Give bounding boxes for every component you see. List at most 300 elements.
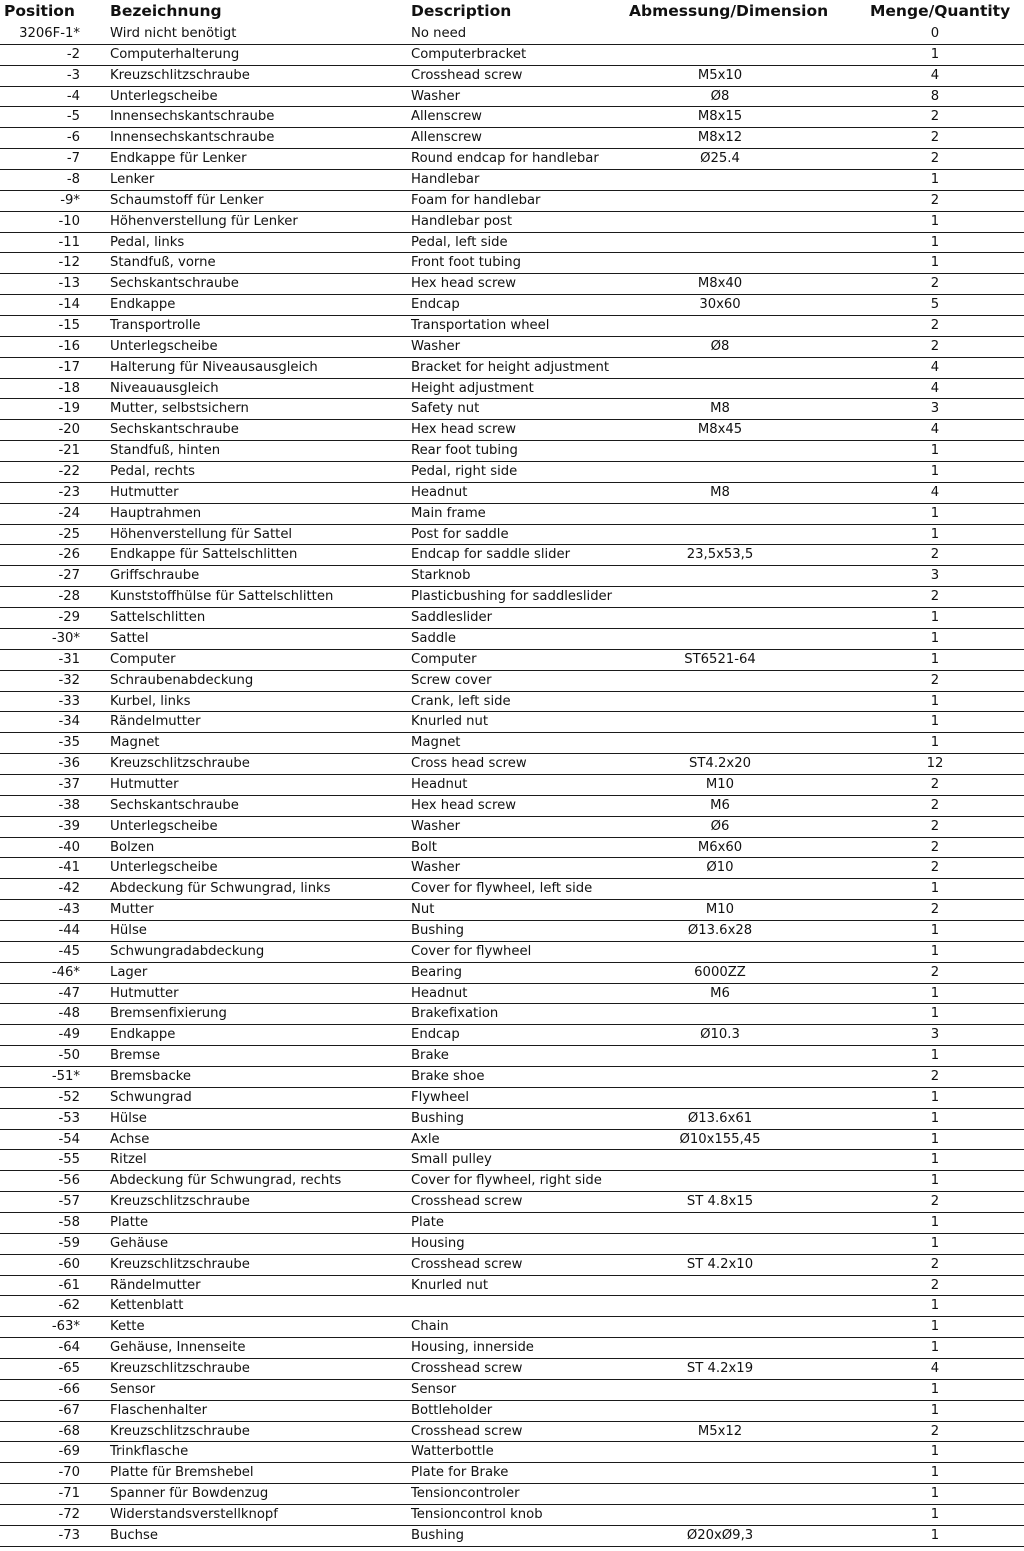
cell-bezeichnung: Schwungrad [110, 1089, 192, 1105]
cell-position: -35 [58, 735, 80, 751]
cell-position: -4 [66, 88, 80, 104]
table-row [0, 712, 1024, 733]
cell-bezeichnung: Bremsenfixierung [110, 1006, 227, 1022]
table-row [0, 1442, 1024, 1463]
cell-position: -45 [58, 943, 80, 959]
cell-bezeichnung: Griffschraube [110, 568, 200, 584]
cell-position: -51* [51, 1068, 80, 1084]
cell-quantity: 1 [930, 464, 940, 480]
table-row [0, 45, 1024, 66]
cell-quantity: 1 [930, 1381, 940, 1397]
cell-bezeichnung: Höhenverstellung für Lenker [110, 213, 298, 229]
cell-quantity: 1 [930, 1402, 940, 1418]
cell-description: Main frame [411, 505, 486, 521]
cell-description: Washer [411, 860, 461, 876]
cell-position: -71 [58, 1486, 80, 1502]
cell-position: -59 [58, 1235, 80, 1251]
cell-description: Pedal, right side [411, 464, 518, 480]
cell-bezeichnung: Kette [110, 1319, 145, 1335]
cell-quantity: 4 [930, 359, 940, 375]
cell-position: -6 [66, 130, 80, 146]
cell-description: Crosshead screw [411, 1361, 523, 1376]
cell-description: Pedal, left side [411, 234, 508, 250]
cell-bezeichnung: Trinkflasche [110, 1444, 189, 1460]
cell-bezeichnung: Bolzen [110, 839, 155, 855]
table-row [0, 399, 1024, 420]
cell-position: -68 [58, 1423, 80, 1439]
table-row [0, 1359, 1024, 1380]
cell-bezeichnung: Pedal, links [110, 234, 185, 250]
cell-position: -33 [58, 693, 80, 709]
cell-bezeichnung: Wird nicht benötigt [110, 26, 237, 41]
cell-position: -14 [58, 297, 80, 313]
cell-description: Plate [411, 1214, 444, 1230]
cell-quantity: 2 [930, 1068, 940, 1084]
cell-quantity: 1 [930, 255, 940, 271]
table-row [0, 1234, 1024, 1255]
parts-table-body [0, 24, 1024, 1547]
cell-bezeichnung: Hutmutter [110, 985, 179, 1001]
table-row [0, 733, 1024, 754]
cell-position: -58 [58, 1214, 80, 1230]
table-row [0, 671, 1024, 692]
table-row [0, 316, 1024, 337]
table-row [0, 587, 1024, 608]
cell-description: Washer [411, 88, 461, 104]
cell-bezeichnung: Mutter [110, 902, 154, 918]
cell-dimension: Ø10x155,45 [679, 1131, 761, 1147]
table-row [0, 963, 1024, 984]
cell-bezeichnung: Flaschenhalter [110, 1402, 208, 1418]
cell-dimension: M8x12 [697, 130, 743, 146]
cell-description: Bearing [411, 964, 463, 980]
cell-bezeichnung: Lenker [110, 172, 155, 188]
table-row [0, 838, 1024, 859]
cell-bezeichnung: Kurbel, links [110, 693, 191, 709]
cell-position: -32 [58, 672, 80, 688]
cell-quantity: 1 [930, 443, 940, 459]
cell-position: -37 [58, 776, 80, 792]
table-row [0, 1255, 1024, 1276]
cell-bezeichnung: Bremsbacke [110, 1068, 191, 1084]
cell-position: -72 [58, 1507, 80, 1523]
cell-bezeichnung: Ritzel [110, 1152, 147, 1168]
cell-description: Hex head screw [411, 422, 517, 438]
cell-position: -39 [58, 818, 80, 834]
cell-quantity: 1 [930, 1131, 940, 1147]
cell-quantity: 2 [930, 797, 940, 813]
table-row [0, 879, 1024, 900]
table-row [0, 921, 1024, 942]
cell-quantity: 2 [930, 192, 940, 208]
cell-quantity: 1 [930, 1340, 940, 1356]
cell-quantity: 5 [930, 297, 940, 313]
cell-description: Computer [411, 651, 477, 667]
cell-bezeichnung: Schaumstoff für Lenker [110, 192, 264, 208]
table-row [0, 754, 1024, 775]
cell-bezeichnung: Schwungradabdeckung [110, 943, 265, 959]
cell-quantity: 4 [930, 380, 940, 396]
cell-dimension: M10 [705, 902, 735, 918]
cell-description: Foam for handlebar [411, 192, 541, 208]
header-quantity: Menge/Quantity [870, 2, 1011, 20]
cell-quantity: 12 [926, 756, 944, 772]
cell-dimension: Ø20xØ9,3 [686, 1527, 754, 1543]
cell-bezeichnung: Endkappe für Lenker [110, 151, 247, 167]
cell-position: -73 [58, 1527, 80, 1543]
cell-quantity: 1 [930, 630, 940, 646]
table-row [0, 817, 1024, 838]
cell-position: -54 [58, 1131, 80, 1147]
cell-description: Transportation wheel [411, 318, 550, 334]
cell-description: Saddleslider [411, 610, 493, 626]
cell-description: No need [411, 26, 467, 41]
cell-description: Washer [411, 818, 461, 834]
cell-description: Headnut [411, 484, 468, 500]
cell-description: Rear foot tubing [411, 443, 518, 459]
cell-description: Tensioncontroler [411, 1486, 520, 1502]
cell-description: Post for saddle [411, 526, 509, 542]
cell-bezeichnung: Widerstandsverstellknopf [110, 1507, 278, 1523]
cell-position: 3206F-1* [19, 26, 80, 41]
cell-bezeichnung: Sechskantschraube [110, 422, 239, 438]
cell-bezeichnung: Kreuzschlitzschraube [110, 1361, 250, 1376]
cell-description: Cover for flywheel, left side [411, 881, 593, 897]
cell-description: Crosshead screw [411, 1256, 523, 1272]
table-row [0, 1276, 1024, 1297]
cell-description: Cross head screw [411, 756, 527, 772]
cell-dimension: ST4.2x20 [689, 756, 751, 772]
table-row [0, 170, 1024, 191]
cell-position: -25 [58, 526, 80, 542]
cell-position: -60 [58, 1256, 80, 1272]
table-row [0, 1067, 1024, 1088]
cell-quantity: 0 [930, 26, 940, 41]
cell-dimension: Ø13.6x28 [687, 922, 753, 938]
cell-position: -57 [58, 1194, 80, 1210]
cell-position: -62 [58, 1298, 80, 1314]
table-row [0, 566, 1024, 587]
cell-position: -41 [58, 860, 80, 876]
cell-description: Tensioncontrol knob [411, 1507, 543, 1523]
table-row [0, 1025, 1024, 1046]
cell-position: -50 [58, 1048, 80, 1064]
table-row [0, 775, 1024, 796]
cell-dimension: 23,5x53,5 [686, 547, 754, 563]
cell-position: -18 [58, 380, 80, 396]
cell-quantity: 1 [930, 693, 940, 709]
cell-description: Allenscrew [411, 109, 482, 125]
table-row [0, 1505, 1024, 1526]
cell-quantity: 1 [930, 943, 940, 959]
cell-position: -38 [58, 797, 80, 813]
cell-bezeichnung: Hauptrahmen [110, 505, 202, 521]
cell-quantity: 8 [930, 88, 940, 104]
header-position: Position [4, 2, 75, 20]
cell-position: -63* [51, 1319, 80, 1335]
cell-description: Height adjustment [411, 380, 534, 396]
cell-position: -48 [58, 1006, 80, 1022]
cell-quantity: 2 [930, 276, 940, 292]
cell-position: -7 [66, 151, 80, 167]
cell-dimension: ST6521-64 [684, 651, 756, 667]
cell-description: Axle [411, 1131, 440, 1147]
table-row [0, 420, 1024, 441]
cell-quantity: 1 [930, 505, 940, 521]
cell-bezeichnung: Standfuß, vorne [110, 255, 216, 271]
cell-position: -17 [58, 359, 80, 375]
cell-position: -9* [60, 192, 80, 208]
table-row [0, 128, 1024, 149]
cell-quantity: 2 [930, 547, 940, 563]
cell-position: -28 [58, 589, 80, 605]
parts-table-header [0, 0, 1024, 24]
cell-bezeichnung: Innensechskantschraube [110, 109, 275, 125]
table-row [0, 1338, 1024, 1359]
cell-description: Crosshead screw [411, 67, 523, 83]
cell-dimension: ST 4.8x15 [686, 1194, 754, 1210]
table-row [0, 525, 1024, 546]
cell-quantity: 4 [930, 1361, 940, 1376]
cell-quantity: 1 [930, 922, 940, 938]
cell-bezeichnung: Endkappe [110, 297, 176, 313]
cell-description: Knurled nut [411, 714, 489, 730]
cell-quantity: 1 [930, 1048, 940, 1064]
cell-bezeichnung: Höhenverstellung für Sattel [110, 526, 293, 542]
cell-dimension: 6000ZZ [694, 964, 746, 980]
cell-description: Computerbracket [411, 46, 527, 62]
table-row [0, 66, 1024, 87]
table-row [0, 107, 1024, 128]
cell-description: Crank, left side [411, 693, 511, 709]
cell-position: -13 [58, 276, 80, 292]
cell-quantity: 2 [930, 839, 940, 855]
cell-quantity: 2 [930, 860, 940, 876]
cell-bezeichnung: Hülse [110, 922, 147, 938]
cell-quantity: 1 [930, 1465, 940, 1481]
cell-dimension: M6 [710, 797, 730, 813]
table-row [0, 1317, 1024, 1338]
cell-position: -40 [58, 839, 80, 855]
cell-position: -65 [58, 1361, 80, 1376]
cell-position: -16 [58, 338, 80, 354]
cell-quantity: 2 [930, 776, 940, 792]
cell-position: -8 [66, 172, 80, 188]
cell-position: -69 [58, 1444, 80, 1460]
cell-bezeichnung: Kreuzschlitzschraube [110, 756, 250, 772]
cell-description: Endcap [411, 297, 460, 313]
cell-description: Screw cover [411, 672, 492, 688]
cell-quantity: 1 [930, 714, 940, 730]
cell-quantity: 3 [930, 1027, 940, 1043]
cell-bezeichnung: Schraubenabdeckung [110, 672, 254, 688]
cell-position: -53 [58, 1110, 80, 1126]
cell-description: Allenscrew [411, 130, 482, 146]
table-row [0, 212, 1024, 233]
cell-position: -30* [51, 630, 80, 646]
cell-bezeichnung: Gehäuse, Innenseite [110, 1340, 246, 1356]
cell-position: -26 [58, 547, 80, 563]
cell-quantity: 3 [930, 401, 940, 417]
cell-position: -27 [58, 568, 80, 584]
cell-position: -12 [58, 255, 80, 271]
cell-description: Cover for flywheel, right side [411, 1173, 602, 1189]
cell-quantity: 1 [930, 1486, 940, 1502]
cell-quantity: 1 [930, 1006, 940, 1022]
cell-description: Washer [411, 338, 461, 354]
cell-position: -5 [66, 109, 80, 125]
cell-bezeichnung: Unterlegscheibe [110, 88, 218, 104]
table-row [0, 1192, 1024, 1213]
cell-description: Crosshead screw [411, 1194, 523, 1210]
cell-position: -24 [58, 505, 80, 521]
cell-position: -44 [58, 922, 80, 938]
cell-position: -43 [58, 902, 80, 918]
cell-quantity: 1 [930, 1319, 940, 1335]
cell-bezeichnung: Lager [110, 964, 148, 980]
cell-quantity: 2 [930, 151, 940, 167]
cell-quantity: 2 [930, 109, 940, 125]
cell-dimension: M5x12 [697, 1423, 743, 1439]
cell-position: -42 [58, 881, 80, 897]
cell-description: Knurled nut [411, 1277, 489, 1293]
cell-bezeichnung: Rändelmutter [110, 714, 201, 730]
table-row [0, 545, 1024, 566]
cell-bezeichnung: Unterlegscheibe [110, 818, 218, 834]
cell-description: Housing [411, 1235, 465, 1251]
cell-quantity: 1 [930, 651, 940, 667]
table-row [0, 274, 1024, 295]
cell-dimension: Ø10 [706, 860, 734, 876]
cell-dimension: Ø8 [710, 338, 730, 354]
cell-bezeichnung: Pedal, rechts [110, 464, 195, 480]
cell-quantity: 1 [930, 1152, 940, 1168]
cell-description: Chain [411, 1319, 449, 1335]
cell-quantity: 1 [930, 1173, 940, 1189]
header-bezeichnung: Bezeichnung [110, 2, 222, 20]
cell-position: -67 [58, 1402, 80, 1418]
table-row [0, 1484, 1024, 1505]
cell-position: -31 [58, 651, 80, 667]
table-row [0, 942, 1024, 963]
cell-description: Plasticbushing for saddleslider [411, 589, 613, 605]
cell-quantity: 2 [930, 1194, 940, 1210]
cell-dimension: Ø13.6x61 [687, 1110, 753, 1126]
cell-description: Bushing [411, 1110, 465, 1126]
cell-position: -10 [58, 213, 80, 229]
cell-description: Safety nut [411, 401, 480, 417]
cell-quantity: 1 [930, 1110, 940, 1126]
cell-description: Watterbottle [411, 1444, 494, 1460]
cell-quantity: 1 [930, 1235, 940, 1251]
cell-bezeichnung: Halterung für Niveausausgleich [110, 359, 318, 375]
cell-quantity: 4 [930, 484, 940, 500]
table-row [0, 441, 1024, 462]
cell-description: Front foot tubing [411, 255, 521, 271]
cell-description: Bottleholder [411, 1402, 493, 1418]
cell-dimension: ST 4.2x19 [686, 1361, 754, 1376]
cell-dimension: M8x45 [697, 422, 743, 438]
table-row [0, 1213, 1024, 1234]
cell-quantity: 2 [930, 589, 940, 605]
cell-dimension: M8x40 [697, 276, 743, 292]
cell-bezeichnung: Rändelmutter [110, 1277, 201, 1293]
cell-position: -3 [66, 67, 80, 83]
cell-description: Saddle [411, 630, 456, 646]
cell-description: Sensor [411, 1381, 457, 1397]
cell-quantity: 1 [930, 526, 940, 542]
cell-description: Brake shoe [411, 1068, 485, 1084]
cell-bezeichnung: Abdeckung für Schwungrad, links [110, 881, 331, 897]
table-row [0, 1004, 1024, 1025]
cell-position: -70 [58, 1465, 80, 1481]
cell-quantity: 1 [930, 1507, 940, 1523]
cell-bezeichnung: Transportrolle [110, 318, 201, 334]
cell-description: Housing, innerside [411, 1340, 534, 1356]
cell-quantity: 2 [930, 338, 940, 354]
cell-position: -52 [58, 1089, 80, 1105]
cell-description: Headnut [411, 776, 468, 792]
cell-position: -46* [51, 964, 80, 980]
cell-description: Magnet [411, 735, 461, 751]
cell-quantity: 1 [930, 985, 940, 1001]
table-row [0, 191, 1024, 212]
table-row [0, 253, 1024, 274]
table-row [0, 1088, 1024, 1109]
table-row [0, 1150, 1024, 1171]
cell-dimension: M8 [710, 401, 730, 417]
cell-position: -29 [58, 610, 80, 626]
table-row [0, 650, 1024, 671]
cell-quantity: 2 [930, 1256, 940, 1272]
cell-bezeichnung: Hutmutter [110, 484, 179, 500]
cell-bezeichnung: Unterlegscheibe [110, 338, 218, 354]
cell-dimension: Ø10.3 [700, 1027, 740, 1043]
table-row [0, 358, 1024, 379]
table-row [0, 337, 1024, 358]
cell-bezeichnung: Sattel [110, 630, 149, 646]
cell-description: Brakefixation [411, 1006, 499, 1022]
cell-description: Bolt [411, 839, 437, 855]
cell-position: -34 [58, 714, 80, 730]
cell-quantity: 4 [930, 422, 940, 438]
table-row [0, 1463, 1024, 1484]
cell-bezeichnung: Kreuzschlitzschraube [110, 67, 250, 83]
cell-quantity: 1 [930, 213, 940, 229]
cell-description: Endcap [411, 1027, 460, 1043]
cell-bezeichnung: Computer [110, 651, 176, 667]
cell-quantity: 2 [930, 1277, 940, 1293]
cell-description: Brake [411, 1048, 449, 1064]
cell-bezeichnung: Endkappe [110, 1027, 176, 1043]
table-row [0, 87, 1024, 108]
cell-quantity: 3 [930, 568, 940, 584]
cell-bezeichnung: Kreuzschlitzschraube [110, 1194, 250, 1210]
cell-quantity: 1 [930, 735, 940, 751]
cell-bezeichnung: Endkappe für Sattelschlitten [110, 547, 298, 563]
cell-description: Bracket for height adjustment [411, 359, 609, 375]
cell-quantity: 4 [930, 67, 940, 83]
cell-description: Small pulley [411, 1152, 492, 1168]
cell-position: -19 [58, 401, 80, 417]
cell-dimension: M8x15 [697, 109, 743, 125]
cell-position: -49 [58, 1027, 80, 1043]
cell-description: Nut [411, 902, 435, 918]
cell-position: -47 [58, 985, 80, 1001]
cell-bezeichnung: Hutmutter [110, 776, 179, 792]
cell-description: Starknob [411, 568, 471, 584]
table-row [0, 1171, 1024, 1192]
